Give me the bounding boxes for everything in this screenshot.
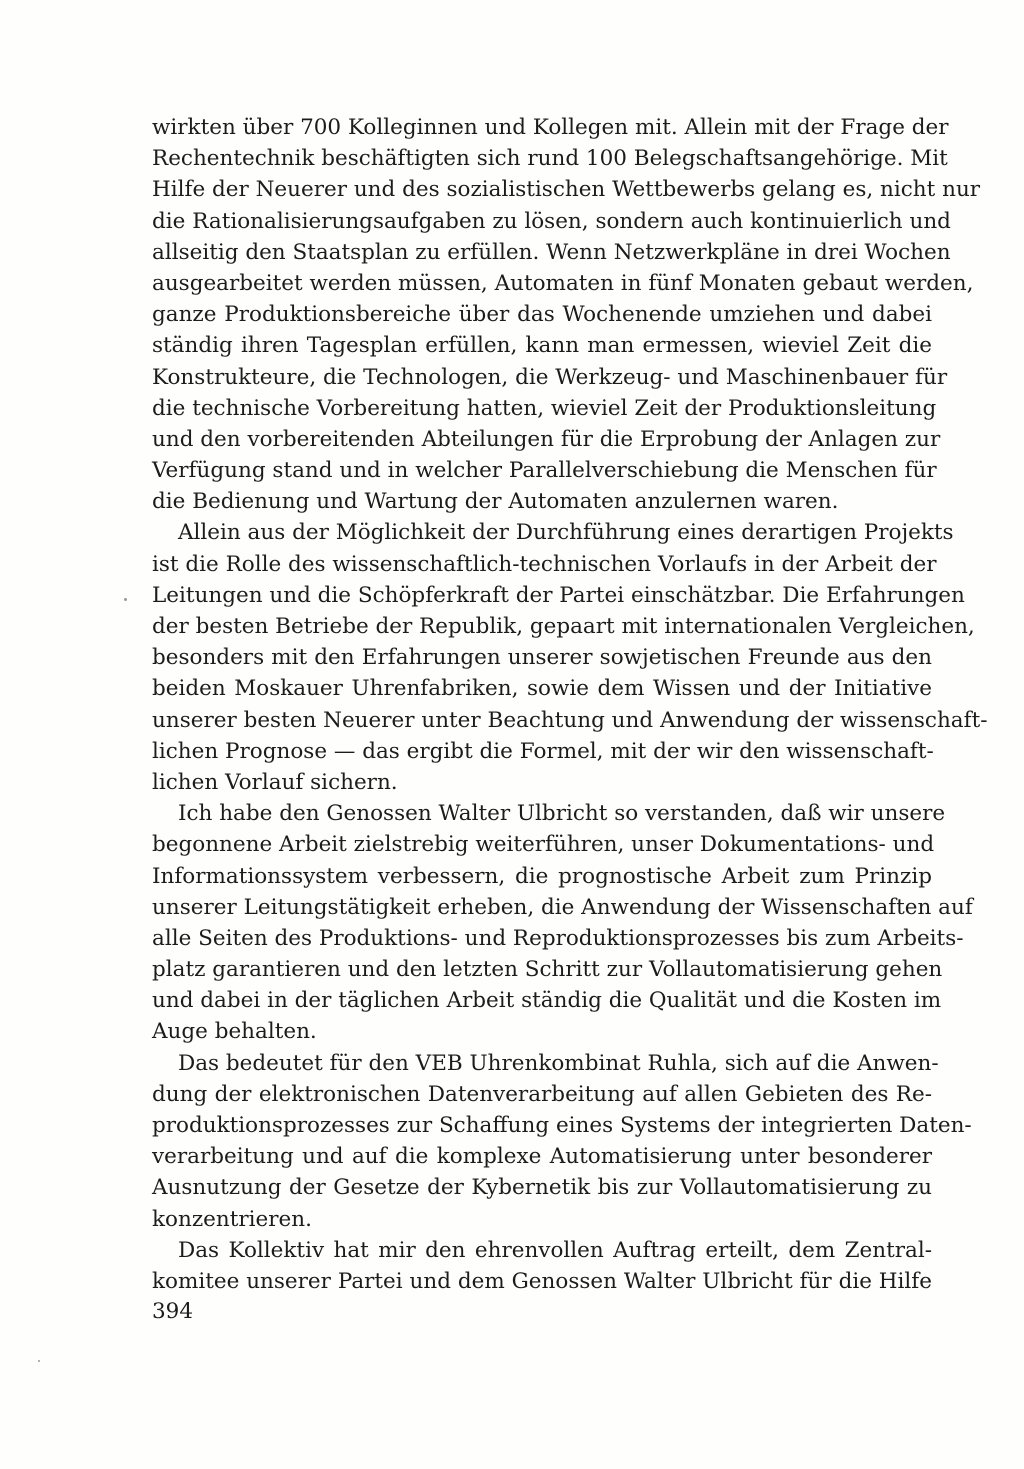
- text-line: komitee unserer Partei und dem Genossen Walter Ulbricht für die Hilfe: [152, 1268, 932, 1294]
- text-line: Hilfe der Neuerer und des sozialistischen Wettbewerbs gelang es, nicht nur: [152, 177, 981, 203]
- text-line: wirkten über 700 Kolleginnen und Kollegen mit. Allein mit der Frage der: [152, 115, 949, 140]
- text-line: Informationssystem verbessern, die prognostische Arbeit zum Prinzip: [152, 863, 932, 889]
- text-line: Konstrukteure, die Technologen, die Werkzeug- und Maschinenbauer für: [152, 364, 948, 390]
- text-line: Rechentechnik beschäftigten sich rund 100 Belegschaftsangehörige. Mit: [152, 146, 948, 172]
- text-line: Allein aus der Möglichkeit der Durchführung eines derartigen Projekts: [178, 520, 954, 546]
- text-line: ausgearbeitet werden müssen, Automaten in fünf Monaten gebaut werden,: [152, 270, 974, 296]
- text-line: ist die Rolle des wissenschaftlich-technischen Vorlaufs in der Arbeit der: [152, 551, 937, 577]
- scan-speck: [38, 1360, 40, 1362]
- text-line: allseitig den Staatsplan zu erfüllen. Wenn Netzwerkpläne in drei Wochen: [152, 239, 951, 265]
- text-line: Das Kollektiv hat mir den ehrenvollen Auftrag erteilt, dem Zentral-: [178, 1237, 932, 1263]
- text-line: Ich habe den Genossen Walter Ulbricht so verstanden, daß wir unsere: [178, 801, 946, 827]
- text-line: die technische Vorbereitung hatten, wieviel Zeit der Produktionsleitung: [152, 395, 937, 421]
- text-line: verarbeitung und auf die komplexe Automatisierung unter besonderer: [152, 1144, 932, 1170]
- text-line: und den vorbereitenden Abteilungen für die Erprobung der Anlagen zur: [152, 426, 941, 452]
- text-line: alle Seiten des Produktions- und Reproduktionsprozesses bis zum Arbeits-: [152, 925, 964, 951]
- text-line: begonnene Arbeit zielstrebig weiterführen, unser Dokumentations- und: [152, 832, 935, 858]
- text-line: lichen Vorlauf sichern.: [152, 769, 398, 795]
- text-line: produktionsprozesses zur Schaffung eines Systems der integrierten Daten-: [152, 1113, 972, 1138]
- text-line: Auge behalten.: [152, 1019, 317, 1045]
- text-line: ständig ihren Tagesplan erfüllen, kann man ermessen, wieviel Zeit die: [152, 333, 932, 359]
- text-line: dung der elektronischen Datenverarbeitung auf allen Gebieten des Re-: [152, 1081, 932, 1107]
- text-line: die Rationalisierungsaufgaben zu lösen, sondern auch kontinuierlich und: [152, 208, 951, 234]
- text-line: unserer Leitungstätigkeit erheben, die Anwendung der Wissenschaften auf: [152, 894, 973, 920]
- text-line: unserer besten Neuerer unter Beachtung und Anwendung der wissenschaft-: [152, 707, 988, 733]
- text-line: der besten Betriebe der Republik, gepaart mit internationalen Vergleichen,: [152, 614, 975, 639]
- text-line: Ausnutzung der Gesetze der Kybernetik bis zur Vollautomatisierung zu: [152, 1175, 932, 1201]
- text-line: platz garantieren und den letzten Schritt zur Vollautomatisierung gehen: [152, 957, 943, 983]
- text-line: besonders mit den Erfahrungen unserer sowjetischen Freunde aus den: [152, 645, 932, 671]
- text-line: konzentrieren.: [152, 1206, 312, 1232]
- scan-speck: [124, 598, 127, 601]
- text-line: beiden Moskauer Uhrenfabriken, sowie dem Wissen und der Initiative: [152, 676, 932, 702]
- page-number: 394: [152, 1299, 194, 1324]
- text-line: Verfügung stand und in welcher Parallelverschiebung die Menschen für: [152, 458, 937, 484]
- body-text: [152, 112, 988, 1297]
- text-line: Leitungen und die Schöpferkraft der Partei einschätzbar. Die Erfahrungen: [152, 582, 965, 608]
- text-line: und dabei in der täglichen Arbeit ständig die Qualität und die Kosten im: [152, 988, 942, 1014]
- text-line: ganze Produktionsbereiche über das Wochenende umziehen und dabei: [152, 302, 932, 328]
- text-line: lichen Prognose — das ergibt die Formel, mit der wir den wissenschaft-: [152, 738, 934, 764]
- text-line: die Bedienung und Wartung der Automaten anzulernen waren.: [152, 489, 839, 515]
- text-line: Das bedeutet für den VEB Uhrenkombinat Ruhla, sich auf die Anwen-: [178, 1050, 939, 1076]
